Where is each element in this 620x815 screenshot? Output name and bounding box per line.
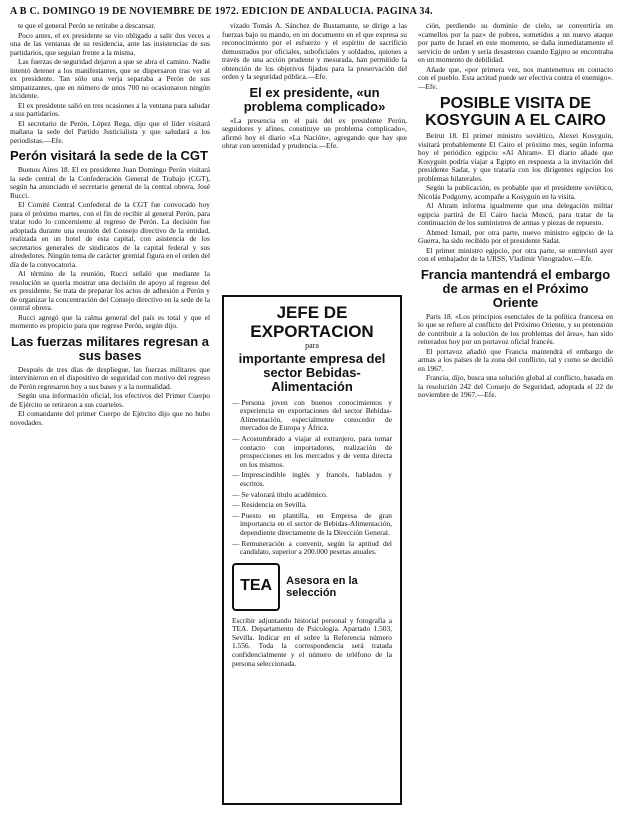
headline-fuerzas-militares: Las fuerzas militares regresan a sus bases: [11, 333, 209, 363]
article-paragraph: Poco antes, el ex presidente se vio obligado a salir dos veces a una de las ventanas de su residencia, ante las insistencias de sus partidarios, que seguían frente a la misma.: [10, 30, 210, 57]
article-paragraph: El ex presidente salió en tres ocasiones a la ventana para saludar a sus partidarios.: [10, 100, 210, 118]
tea-tagline: Asesora en la selección: [286, 574, 358, 599]
column-right: [418, 22, 613, 812]
column-middle: [222, 22, 407, 292]
article-paragraph: «La presencia en el país del ex presidente Perón, seguidores y afines, constituye un problema complicado», afirmó hoy el diario «La Nación», agregando que hay que obrar con serenidad y prudencia.—Efe.: [222, 115, 407, 150]
col1-paras-c: [10, 366, 210, 428]
article-paragraph: Según una información oficial, los efectivos del Primer Cuerpo de Ejército se retiraron a sus cuarteles.: [10, 391, 210, 409]
ad-para-word: para: [305, 341, 319, 350]
article-paragraph: París 18. «Los principios esenciales de la política francesa en lo que se refiere al conflicto del Próximo Oriente, y su pretensión de contribuir a la solución de los problemas del área», han sido reiterados hoy por un portavoz oficial francés.: [418, 311, 613, 346]
article-paragraph: Ahmed Ismail, por otra parte, nuevo ministro egipcio de la Guerra, ha sido recibido por el presidente Sadat.: [418, 227, 613, 245]
headline-francia-embargo: Francia mantendrá el embargo de armas en el Próximo Oriente: [420, 266, 611, 310]
ad-requirement: — Remuneración a convenir, según la aptitud del candidato, superior a 200.000 pesetas anuales.: [232, 540, 392, 557]
article-paragraph: Según la publicación, es probable que el presidente soviético, Nicolás Podgorny, acompañe a Kosyguin en la visita.: [418, 183, 613, 201]
tea-block: [232, 563, 392, 611]
article-paragraph: Añade que, «por primera vez, nos mantenemos en contacto con el pueblo. Esta actitud puede ser efectiva contra el enemigo».—Efe.: [418, 64, 613, 91]
article-paragraph: Rucci agregó que la calma general del país es total y que el momento es propicio para que regrese Perón, según dijo.: [10, 312, 210, 330]
ad-requirement: — Persona joven con buenos conocimientos y experiencia en exportaciones del sector Bebidas-Alimentación, especialmente conocedor de mercados de Europa y África.: [232, 399, 392, 433]
col1-paras-a: [10, 22, 210, 145]
headline-kosyguin: POSIBLE VISITA DE KOSYGUIN A EL CAIRO: [425, 95, 606, 129]
article-paragraph: El comandante del primer Cuerpo de Ejército dijo que no hubo novedades.: [10, 409, 210, 427]
headline-ex-presidente: El ex presidente, «un problema complicado»: [243, 84, 386, 114]
col3-paras-b: [418, 132, 613, 264]
ad-footer: Escribir adjuntando historial personal y fotografía a TEA. Departamento de Psicología. Apartado 1.503, Sevilla. Indicar en el sobre la Referencia número 1.556. Toda la correspondencia será tratada confidencialmente y el número de teléfono de la persona seleccionada.: [232, 615, 392, 668]
article-paragraph: Francia, dijo, busca una solución global al conflicto, basada en la resolución 242 del Consejo de Seguridad, adoptada el 22 de noviembre de 1967.—Efe.: [418, 373, 613, 399]
job-advertisement: [222, 295, 402, 805]
article-paragraph: El Comité Central Confederal de la CGT fue convocado hoy para el próximo martes, con el fin de recibir al general Perón, para tratar todo lo concerniente al regreso de Perón. La decisión fue adoptada durante una reunión del Consejo directivo de la entidad, realizada en un hotel de esta capital, con asistencia de los secretarios generales de sindicatos de la capital federal y sus alrededores. Ningún tema de carácter gremial figura en el orden del día de la convocatoria.: [10, 200, 210, 269]
article-paragraph: Buenos Aires 18. El ex presidente Juan Domingo Perón visitará la sede central de la Confederación General de Trabajo (CGT), según ha anunciado el secretario general de la central obrera, José Rucci.: [10, 165, 210, 200]
headline-peron-cgt: Perón visitará la sede de la CGT: [10, 148, 208, 163]
article-paragraph: te que el general Perón se retirabe a descansar.: [18, 22, 156, 30]
article-paragraph: Después de tres días de despliegue, las fuerzas militares que intervinieron en el dispositivo de seguridad con motivo del regreso de Perón regresaron hoy a sus bases y a la normalidad.: [10, 364, 210, 391]
tea-logo: TEA: [232, 563, 280, 611]
article-paragraph: Beirut 18. El primer ministro soviético, Alexei Kosyguin, visitará probablemente El Cairo el próximo mes, según informa hoy el periódico egipcio «Al Ahram». El diario añade que Kosyguin podría viajar a Egipto en respuesta a la invitación del presidente Sadat, y que trataría con los dirigentes egipcios los problemas bilaterales.: [418, 131, 613, 183]
col1-paras-b: [10, 166, 210, 331]
article-paragraph: Al término de la reunión, Rucci señaló que mediante la resolución se quería mostrar una decisión de apoyo al regreso del ex presidente. Se trata de preparar los actos de adhesión a Perón y de organizar la concentración del Consejo directivo en la sede de la central obrera.: [10, 269, 210, 312]
article-paragraph: ción, perdiendo su dominio de cielo, se convertiría en «camellos por la paz» de pobres, sometidos a un nuevo ataque por parte de Israel en este momento, se daña inmediatamente el servicio de orden y sería desastroso cuando Egipto se encontraba en un momento de debilidad.: [418, 22, 613, 64]
ad-company: importante empresa del sector Bebidas-Alimentación: [238, 350, 386, 394]
col3-paras-a: [418, 22, 613, 91]
ad-requirement: — Residencia en Sevilla.: [232, 501, 392, 510]
article-paragraph: Al Ahram informa igualmente que una delegación militar egipcia partirá de El Cairo hacia Moscú, para tratar de la continuación de los suministros de armas y piezas de repuesto.: [418, 201, 613, 227]
ad-requirement: — Acostumbrado a viajar al extranjero, para tomar contacto con importadores, realización de prospecciones en los mercados y de venta directa en los mismos.: [232, 435, 392, 469]
ad-title: JEFE DE EXPORTACION: [250, 303, 374, 341]
page-header: A B C. DOMINGO 19 DE NOVIEMBRE DE 1972. EDICION DE ANDALUCIA. PAGINA 34.: [10, 6, 433, 17]
column-left: [10, 22, 210, 812]
ad-requirement: — Imprescindible inglés y francés, hablados y escritos.: [232, 471, 392, 488]
article-paragraph: vizado Tomás A. Sánchez de Bustamante, se dirige a las fuerzas bajo su mando, en un documento en el que expresa su reconocimiento por el esfuerzo y el espíritu de sacrificio demostrados por oficiales, suboficiales y soldados, quienes a través de una acción prudente y mesurada, han permitido la obtención de los objetivos fijados para la preservación del orden y la seguridad pública.—Efe.: [222, 22, 407, 81]
ad-requirement: — Se valorará título académico.: [232, 491, 392, 500]
article-paragraph: El primer ministro egipcio, por otra parte, se entrevistó ayer con el embajador de la URSS, Vladimir Vinogradov.—Efe.: [418, 245, 613, 263]
col3-paras-c: [418, 313, 613, 400]
article-paragraph: El portavoz añadió que Francia mantendrá el embargo de armas a los países de la zona del conflicto, tal y como se decidió en 1967.: [418, 346, 613, 373]
ad-requirements-list: [232, 399, 392, 557]
article-paragraph: Las fuerzas de seguridad dejaron a que se abra el camino. Nadie intentó detener a los manifestantes, que se dispersaron tras ver al ex presidente. Tan sólo una verja separaba a Perón de sus simpatizantes, que en número de unos 700 no ocasionaron ningún incidente.: [10, 57, 210, 100]
article-paragraph: El secretario de Perón, López Rega, dijo que el líder visitará mañana la sede del Partido Justicialista y que saludará a los periodistas.—Efe.: [10, 118, 210, 145]
ad-requirement: — Puesto en plantilla, en Empresa de gran importancia en el sector de Bebidas-Alimentación, dependiente directamente de la Dirección General.: [232, 512, 392, 538]
